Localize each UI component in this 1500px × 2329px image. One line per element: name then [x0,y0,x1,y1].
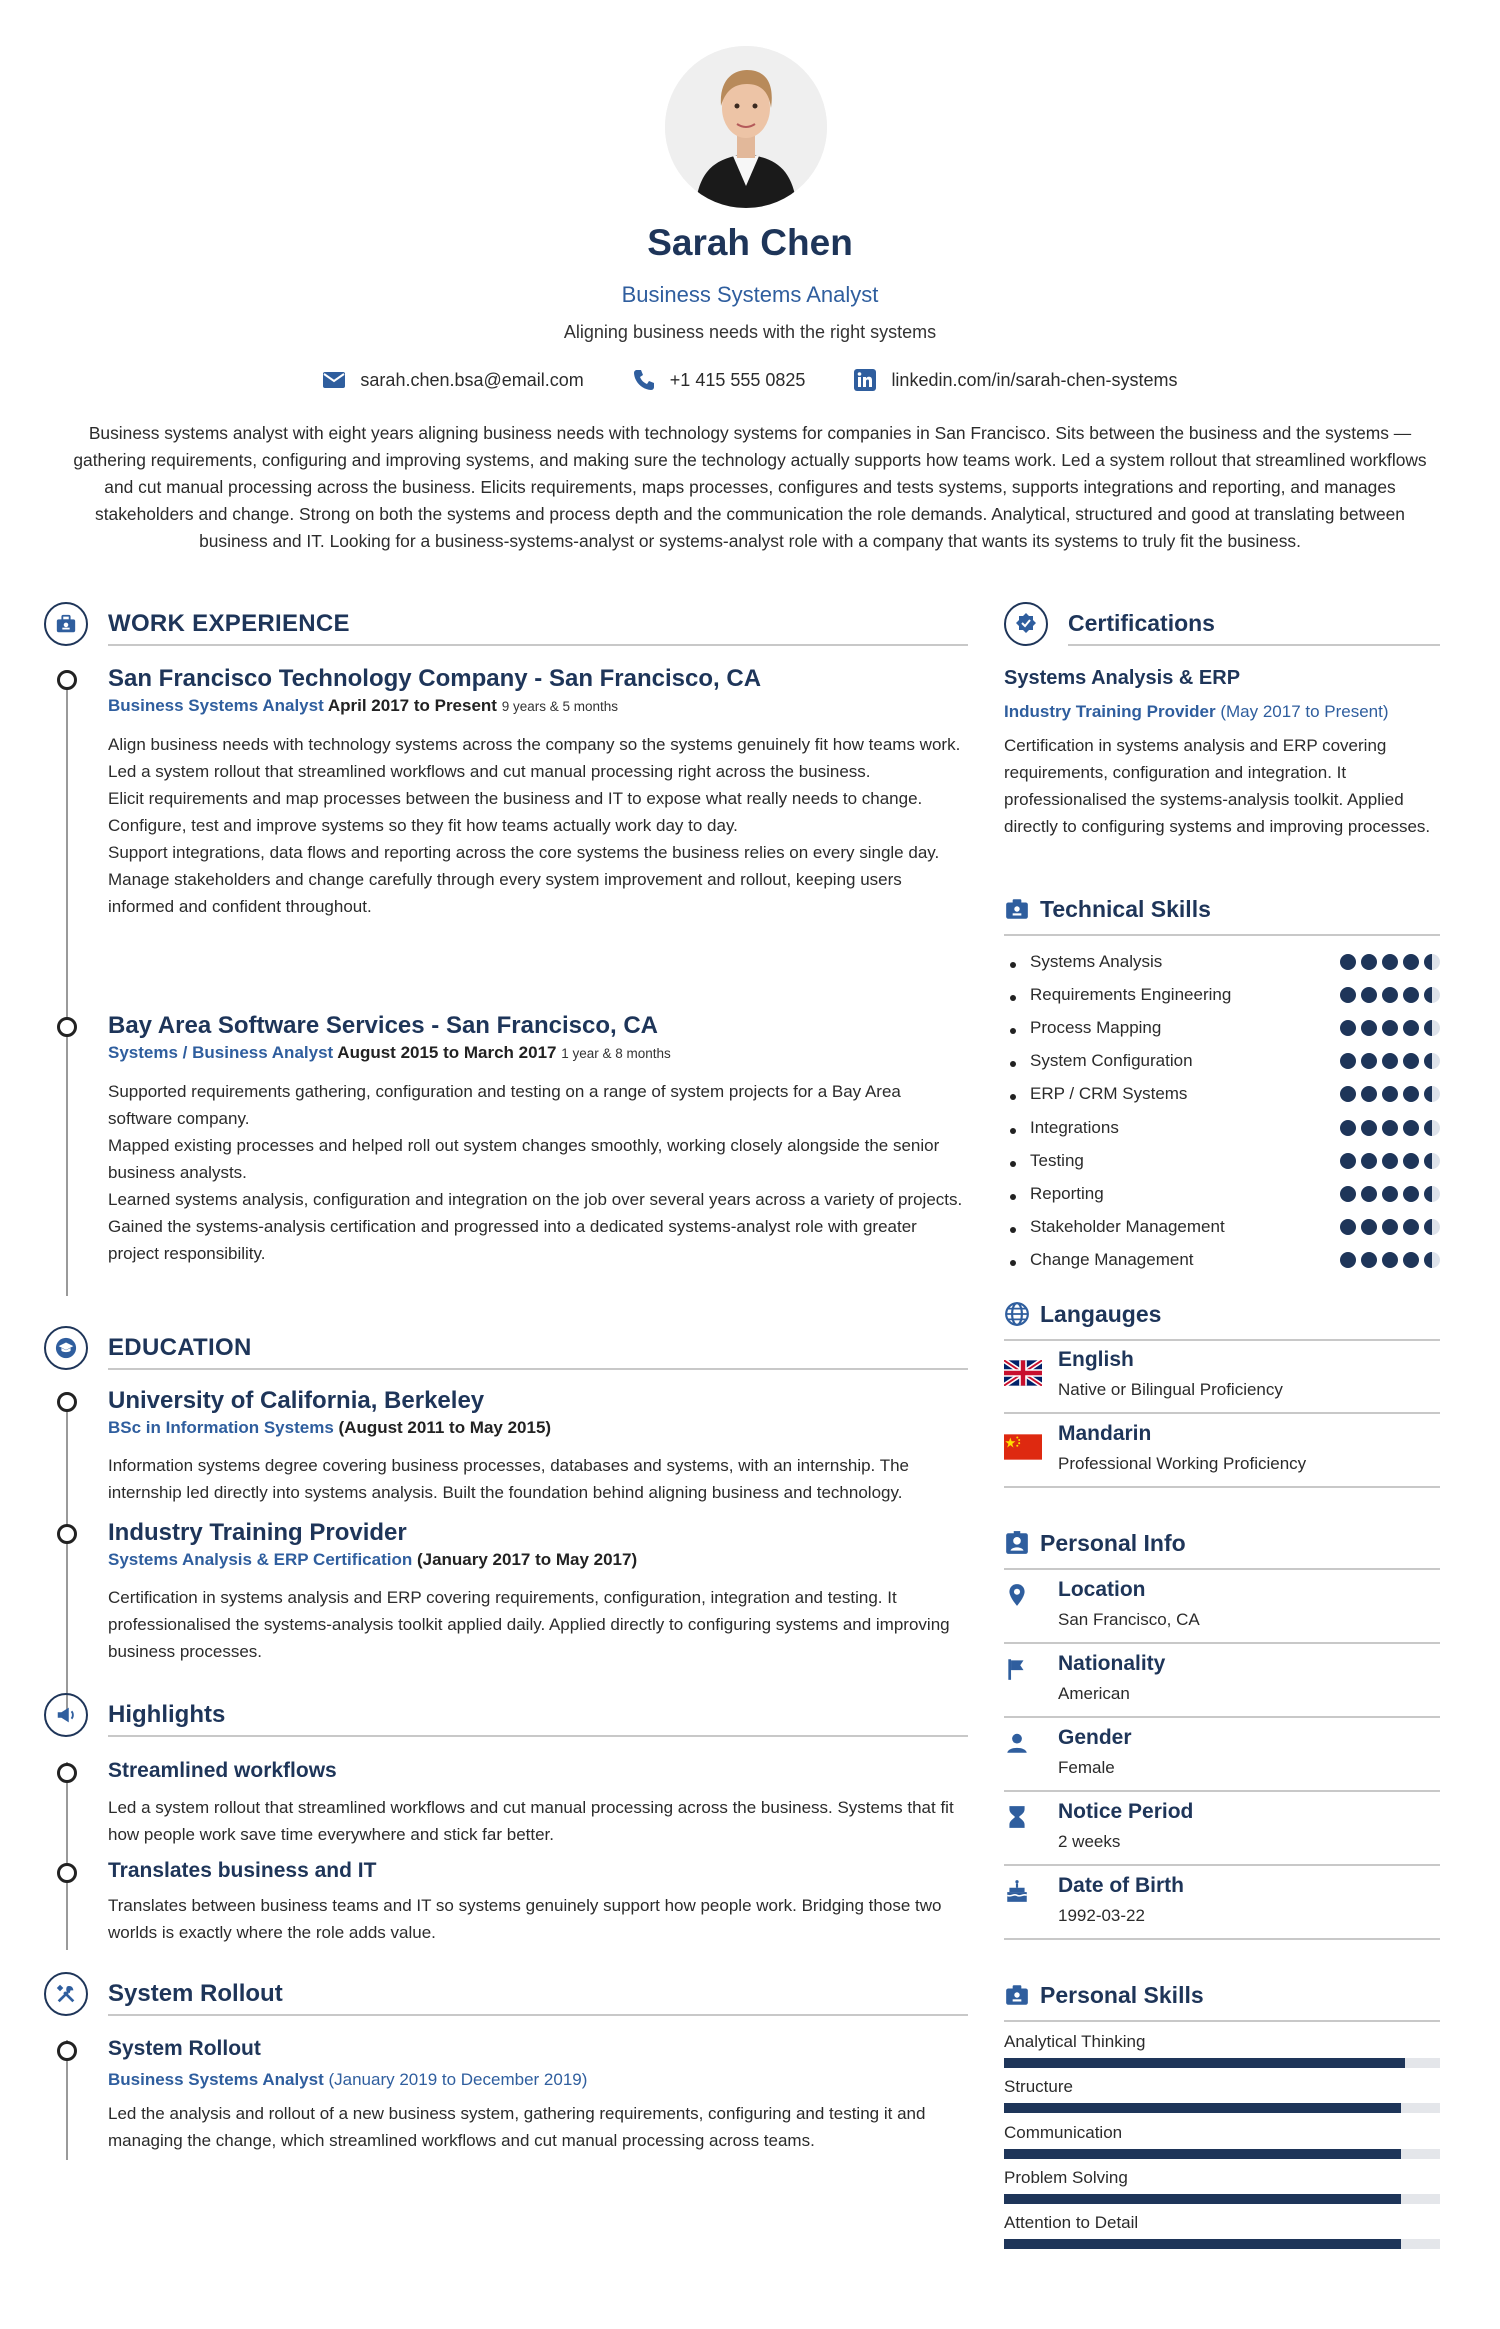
degree: Systems Analysis & ERP Certification [108,1550,413,1569]
timeline-dot [57,1392,77,1412]
rating-dot [1382,1020,1398,1036]
rating-dot [1340,1053,1356,1069]
rating-dot [1361,1053,1377,1069]
job-bullet: Elicit requirements and map processes between the business and IT to expose what really needs to change. [108,789,923,808]
rating-dot [1361,1186,1377,1202]
location-pin-icon [1004,1582,1030,1608]
info-value: 2 weeks [1058,1832,1121,1851]
phone-icon [632,368,656,392]
rating-dot [1403,1252,1419,1268]
personal-info-notice-period [1004,1792,1440,1866]
rating-dot [1424,1252,1440,1268]
rating-dot [1340,1186,1356,1202]
personal-skill-item [1004,2077,1440,2122]
skill-name: Communication [1004,2122,1123,2142]
rating-dot [1382,987,1398,1003]
rating-dot [1361,1086,1377,1102]
skill-name: Problem Solving [1004,2167,1128,2187]
rating-dot [1403,1186,1419,1202]
personal-skill-item [1004,2213,1440,2258]
id-badge-icon [1004,896,1030,922]
skill-rating [1340,954,1440,970]
info-value: Female [1058,1758,1115,1777]
rollout-header [44,1972,968,2022]
bullet-icon [1010,1194,1016,1200]
project-entry [108,2034,968,2154]
rating-dot [1403,1153,1419,1169]
language-proficiency: Native or Bilingual Proficiency [1058,1380,1283,1399]
skill-bar-track [1004,2058,1440,2068]
personal-skill-item [1004,2123,1440,2168]
highlight-entry [108,1756,968,1848]
job-bullet: Support integrations, data flows and reporting across the core systems the business relies on every single day. [108,843,940,862]
job-bullets [108,731,968,920]
bullet-icon [1010,1094,1016,1100]
cake-icon [1004,1878,1030,1904]
rating-dot [1382,954,1398,970]
section-title: Personal Info [1040,1530,1186,1556]
rating-dot [1403,1020,1419,1036]
timeline-dot [57,1017,77,1037]
skill-rating [1340,1086,1440,1102]
project-dates: (January 2019 to December 2019) [323,2070,588,2089]
bullet-icon [1010,962,1016,968]
bullet-icon [1010,1061,1016,1067]
job-bullet: Supported requirements gathering, configuration and testing on a range of system projects for a Bay Area software company. [108,1082,901,1128]
linkedin-icon [853,368,877,392]
linkedin-contact[interactable] [853,368,1177,392]
bullet-icon [1010,1028,1016,1034]
rating-dot [1382,1120,1398,1136]
certification-entry [1004,664,1440,840]
megaphone-icon [44,1693,88,1737]
section-title: Technical Skills [1040,896,1211,922]
rating-dot [1382,1219,1398,1235]
timeline-dot [57,1763,77,1783]
tools-icon [44,1972,88,2016]
personal-skill-item [1004,2168,1440,2213]
timeline-dot [57,2041,77,2061]
language-item [1004,1414,1440,1488]
timeline-dot [57,1863,77,1883]
section-divider [108,644,968,646]
skill-name: Integrations [1030,1117,1119,1137]
education-header [44,1326,968,1376]
contact-card-icon [1004,1530,1030,1556]
technical-skill-item [1010,1182,1440,1214]
personal-skill-item [1004,2032,1440,2077]
section-divider [108,1368,968,1370]
job-bullet: Learned systems analysis, configuration and integration on the job over several years across a variety of projects. [108,1190,963,1209]
rating-dot [1340,1020,1356,1036]
language-item [1004,1340,1440,1414]
section-divider [108,1735,968,1737]
certification-provider: Industry Training Provider [1004,702,1216,721]
info-label: Gender [1058,1726,1132,1749]
rating-dot [1424,1020,1440,1036]
rating-dot [1382,1153,1398,1169]
certification-description: Certification in systems analysis and ERP covering requirements, configuration and integration. It professionalised the systems-analysis toolkit. Applied directly to configuring systems and improving processes. [1004,736,1431,836]
skill-name: Requirements Engineering [1030,985,1232,1005]
section-title: EDUCATION [108,1334,252,1361]
skill-rating [1340,1053,1440,1069]
email-icon [322,368,346,392]
rating-dot [1361,1219,1377,1235]
skill-name: Systems Analysis [1030,952,1163,971]
company-name: San Francisco Technology Company - San Francisco, CA [108,665,762,692]
info-value: 1992-03-22 [1058,1906,1145,1925]
job-bullet: Align business needs with technology systems across the company so the systems genuinely fit how teams work. [108,735,961,754]
rating-dot [1361,1020,1377,1036]
skill-rating [1340,987,1440,1003]
tagline: Aligning business needs with the right systems [563,322,937,342]
bullet-icon [1010,1161,1016,1167]
section-divider [108,2014,968,2016]
skill-name: System Configuration [1030,1051,1193,1071]
education-entry [108,1386,968,1506]
rating-dot [1340,1252,1356,1268]
job-duration: 1 year & 8 months [561,1046,671,1061]
skill-name: Structure [1004,2077,1073,2097]
rating-dot [1382,1086,1398,1102]
id-badge-icon [1004,1982,1030,2008]
rating-dot [1403,954,1419,970]
skill-rating [1340,1120,1440,1136]
highlight-title: Streamlined workflows [108,1759,337,1782]
technical-skill-item [1010,950,1440,982]
profile-photo [665,46,827,208]
job-dates: August 2015 to March 2017 [333,1043,562,1062]
work-entry [108,664,968,920]
skill-bar-track [1004,2149,1440,2159]
project-role: Business Systems Analyst [108,2070,324,2089]
bullet-icon [1010,1128,1016,1134]
language-proficiency: Professional Working Proficiency [1058,1454,1307,1473]
section-title: Highlights [108,1701,226,1728]
skill-bar-fill [1004,2103,1401,2113]
rating-dot [1382,1186,1398,1202]
skill-name: Testing [1030,1150,1084,1170]
education-dates: (January 2017 to May 2017) [412,1550,638,1569]
skill-bar-fill [1004,2058,1405,2068]
highlight-entry [108,1856,968,1946]
language-name: English [1058,1348,1134,1371]
section-title: Langauges [1040,1301,1162,1327]
rating-dot [1403,987,1419,1003]
rating-dot [1361,1153,1377,1169]
section-divider [1004,934,1440,936]
certification-dates: (May 2017 to Present) [1215,702,1389,721]
technical-skill-item [1010,1248,1440,1280]
skill-bar-track [1004,2103,1440,2113]
technical-skill-item [1010,1082,1440,1114]
rating-dot [1403,1086,1419,1102]
education-description: Certification in systems analysis and ERP covering requirements, configuration, integration and testing. It professionalised the systems-analysis toolkit applied daily. Applied directly to configuring systems and improving business processes. [108,1588,950,1661]
rating-dot [1340,1153,1356,1169]
skill-rating [1340,1153,1440,1169]
skill-name: Analytical Thinking [1004,2032,1146,2051]
skill-rating [1340,1219,1440,1235]
rating-dot [1382,1053,1398,1069]
rating-dot [1340,1219,1356,1235]
contact-bar [0,368,1500,392]
section-title: WORK EXPERIENCE [108,610,350,637]
work-entry [108,1011,968,1267]
info-label: Nationality [1058,1652,1166,1675]
rating-dot [1424,987,1440,1003]
candidate-name: Sarah Chen [647,222,853,263]
job-bullet: Configure, test and improve systems so they fit how teams actually work day to day. [108,816,738,835]
rating-dot [1424,1086,1440,1102]
job-bullet: Gained the systems-analysis certification and progressed into a dedicated systems-analyst role with greater project responsibility. [108,1217,917,1263]
work-experience-header [44,602,968,652]
skill-bar-fill [1004,2194,1401,2204]
globe-icon [1004,1301,1030,1327]
linkedin-text: linkedin.com/in/sarah-chen-systems [891,369,1178,390]
info-value: San Francisco, CA [1058,1610,1200,1629]
job-bullets [108,1078,968,1267]
skill-name: Reporting [1030,1183,1104,1203]
phone-text: +1 415 555 0825 [669,369,806,390]
technical-skill-item [1010,1149,1440,1181]
personal-info-gender [1004,1718,1440,1792]
graduation-cap-icon [44,1326,88,1370]
job-bullet: Mapped existing processes and helped roll out system changes smoothly, working closely alongside the senior business analysts. [108,1136,940,1182]
info-value: American [1058,1684,1130,1703]
job-role: Systems / Business Analyst [108,1043,334,1062]
rating-dot [1424,954,1440,970]
phone-contact[interactable] [632,368,806,392]
rating-dot [1340,1120,1356,1136]
flag-icon [1004,1656,1030,1682]
skill-name: Change Management [1030,1249,1194,1269]
job-duration: 9 years & 5 months [501,699,618,714]
rating-dot [1424,1219,1440,1235]
hourglass-icon [1004,1804,1030,1830]
bullet-icon [1010,1260,1016,1266]
highlight-description: Translates between business teams and IT so systems genuinely support how people work. Bridging those two worlds is exactly where the role adds value. [108,1896,942,1942]
job-title: Business Systems Analyst [621,282,879,307]
china-flag-icon [1004,1434,1042,1460]
highlight-description: Led a system rollout that streamlined workflows and cut manual processing across the business. Systems that fit how people work save time everywhere and stick far better. [108,1798,954,1844]
professional-summary: Business systems analyst with eight years aligning business needs with technology systems for companies in San Francisco. Sits between the business and the systems — gathering requirements, configuring and improving systems, and making sure the technology actually supports how teams work. Led a system rollout that streamlined workflows and cut manual processing across the business. Elicits requirements, maps processes, configures and tests systems, supports integrations and reporting, and manages stakeholders and change. Strong on both the systems and process depth and the communication the role demands. Analytical, structured and good at translating between business and IT. Looking for a business-systems-analyst or systems-analyst role with a company that wants its systems to truly fit the business. [73,423,1427,551]
timeline-line [66,676,68,1296]
skill-rating [1340,1020,1440,1036]
rating-dot [1424,1053,1440,1069]
section-title: Certifications [1068,610,1215,636]
job-dates: April 2017 to Present [323,696,502,715]
personal-info-nationality [1004,1644,1440,1718]
bullet-icon [1010,995,1016,1001]
skill-bar-fill [1004,2239,1401,2249]
person-icon [1004,1730,1030,1756]
language-name: Mandarin [1058,1422,1152,1445]
section-title: Personal Skills [1040,1982,1204,2008]
bullet-icon [1010,1227,1016,1233]
technical-skill-item [1010,1116,1440,1148]
skill-name: ERP / CRM Systems [1030,1084,1188,1104]
school-name: Industry Training Provider [108,1519,407,1546]
info-label: Date of Birth [1058,1874,1184,1897]
rating-dot [1424,1186,1440,1202]
rating-dot [1361,1252,1377,1268]
education-entry [108,1518,968,1665]
skill-bar-track [1004,2194,1440,2204]
uk-flag-icon [1004,1360,1042,1386]
technical-skill-item [1010,1215,1440,1247]
section-divider [1004,2020,1440,2022]
timeline-dot [57,1524,77,1544]
skill-name: Stakeholder Management [1030,1216,1225,1236]
company-name: Bay Area Software Services - San Francisco, CA [108,1012,659,1039]
highlight-title: Translates business and IT [108,1859,377,1882]
timeline-dot [57,670,77,690]
technical-skill-item [1010,983,1440,1015]
timeline-line [66,1394,68,1710]
timeline-line [66,1762,68,1950]
personal-info-location [1004,1570,1440,1644]
skill-rating [1340,1186,1440,1202]
briefcase-icon [44,602,88,646]
technical-skill-item [1010,1016,1440,1048]
highlights-header [44,1693,968,1743]
technical-skill-item [1010,1049,1440,1081]
info-label: Notice Period [1058,1800,1194,1823]
degree: BSc in Information Systems [108,1418,334,1437]
rating-dot [1403,1120,1419,1136]
rating-dot [1340,987,1356,1003]
rating-dot [1403,1219,1419,1235]
section-title: System Rollout [108,1980,283,2007]
rating-dot [1403,1053,1419,1069]
rating-dot [1340,1086,1356,1102]
education-dates: (August 2011 to May 2015) [333,1418,552,1437]
school-name: University of California, Berkeley [108,1387,485,1414]
skill-name: Process Mapping [1030,1018,1162,1038]
skill-name: Attention to Detail [1004,2213,1139,2233]
email-contact[interactable] [322,368,583,392]
project-title: System Rollout [108,2037,261,2060]
rating-dot [1361,987,1377,1003]
certification-name: Systems Analysis & ERP [1004,667,1241,689]
rating-dot [1361,1120,1377,1136]
certificate-badge-icon [1004,602,1048,646]
rating-dot [1340,954,1356,970]
rating-dot [1382,1252,1398,1268]
email-text: sarah.chen.bsa@email.com [360,369,584,390]
skill-bar-track [1004,2239,1440,2249]
project-description: Led the analysis and rollout of a new business system, gathering requirements, configuring and testing it and managing the change, which streamlined workflows and cut manual processing across teams. [108,2104,926,2150]
job-role: Business Systems Analyst [108,696,324,715]
job-bullet: Led a system rollout that streamlined workflows and cut manual processing right across the business. [108,762,871,781]
skill-bar-fill [1004,2149,1401,2159]
skill-rating [1340,1252,1440,1268]
personal-info-date-of-birth [1004,1866,1440,1940]
education-description: Information systems degree covering business processes, databases and systems, with an internship. The internship led directly into systems analysis. Built the foundation behind aligning business and technology. [108,1456,909,1502]
section-divider [1068,644,1440,646]
rating-dot [1424,1153,1440,1169]
job-bullet: Manage stakeholders and change carefully through every system improvement and rollout, keeping users informed and confident throughout. [108,870,902,916]
info-label: Location [1058,1578,1146,1601]
rating-dot [1424,1120,1440,1136]
rating-dot [1361,954,1377,970]
